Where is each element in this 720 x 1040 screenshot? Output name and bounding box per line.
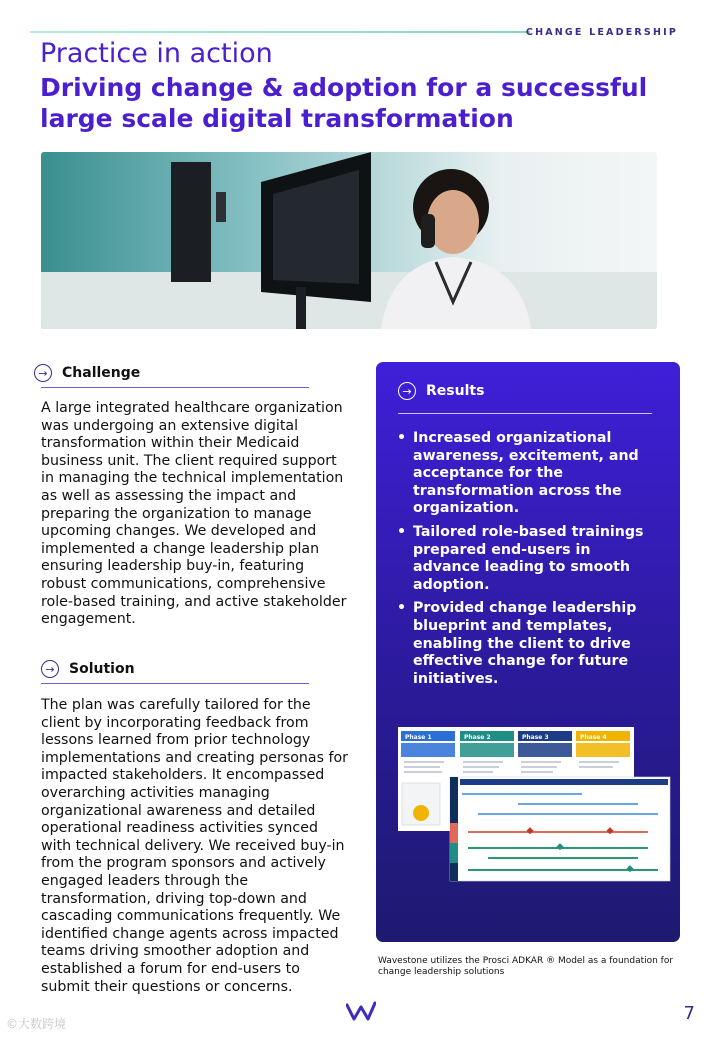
- phase-card: [518, 731, 572, 757]
- phase-label: Phase 1: [405, 734, 432, 741]
- roadmap-diagram: [398, 727, 672, 887]
- header-accent-line: [30, 31, 530, 33]
- roadmap-gantt-sheet: [450, 777, 670, 881]
- results-heading: [398, 382, 484, 400]
- phase-card: [401, 731, 455, 757]
- phase-card: [576, 731, 630, 757]
- kicker-title: Practice in action: [40, 38, 273, 69]
- section-label: CHANGE LEADERSHIP: [525, 27, 678, 38]
- arrow-right-circle-icon: →: [41, 660, 59, 678]
- arrow-right-circle-icon: →: [398, 382, 416, 400]
- phase-label: Phase 2: [464, 734, 491, 741]
- results-divider: [398, 413, 652, 414]
- page-title: Driving change & adoption for a successful large scale digital transformation: [40, 73, 648, 133]
- wavestone-w-logo: [346, 1001, 376, 1025]
- figure-caption: Wavestone utilizes the Prosci ADKAR ® Model as a foundation for change leadership solutions: [378, 956, 674, 977]
- solution-body: The plan was carefully tailored for the client by incorporating feedback from lessons learned from prior technology implementations and creating personas for impacted stakeholders. It encompassed overarching activities managing organizational awareness and detailed operational readiness activities synced with technical delivery. We received buy-in from the program sponsors and actively engaged leaders through the transformation, driving top-down and cascading communications frequently. We identified change agents across impacted teams driving smoother adoption and established a forum for end-users to submit their questions or concerns.: [41, 697, 349, 995]
- list-item: • Tailored role-based trainings prepared end-users in advance leading to smooth adoption.: [394, 524, 662, 594]
- solution-divider: [41, 683, 309, 684]
- hero-photo: [41, 152, 657, 329]
- results-list: [394, 430, 662, 694]
- challenge-divider: [41, 387, 309, 388]
- results-panel: [376, 362, 680, 942]
- challenge-heading: [34, 364, 140, 382]
- list-item: • Provided change leadership blueprint and templates, enabling the client to drive effective change for future initiatives.: [394, 600, 662, 688]
- list-item: • Increased organizational awareness, excitement, and acceptance for the transformation across the organization.: [394, 430, 662, 518]
- challenge-body: A large integrated healthcare organization was undergoing an extensive digital transformation within their Medicaid business unit. The client required support in managing the technical implementation as well as assessing the impact and preparing the organization to manage upcoming changes. We developed and implemented a change leadership plan ensuring leadership buy-in, featuring robust communications, comprehensive role-based training, and active stakeholder engagement.: [41, 400, 347, 628]
- solution-title: Solution: [69, 661, 135, 677]
- photo-icon: [41, 152, 657, 329]
- results-title: Results: [426, 383, 485, 399]
- arrow-right-circle-icon: →: [34, 364, 52, 382]
- phase-card: [460, 731, 514, 757]
- watermark: ©大数跨境: [6, 1017, 67, 1031]
- page-number: 7: [683, 1003, 695, 1024]
- solution-heading: [41, 660, 135, 678]
- phase-label: Phase 4: [580, 734, 607, 741]
- challenge-title: Challenge: [62, 365, 141, 381]
- phase-label: Phase 3: [522, 734, 549, 741]
